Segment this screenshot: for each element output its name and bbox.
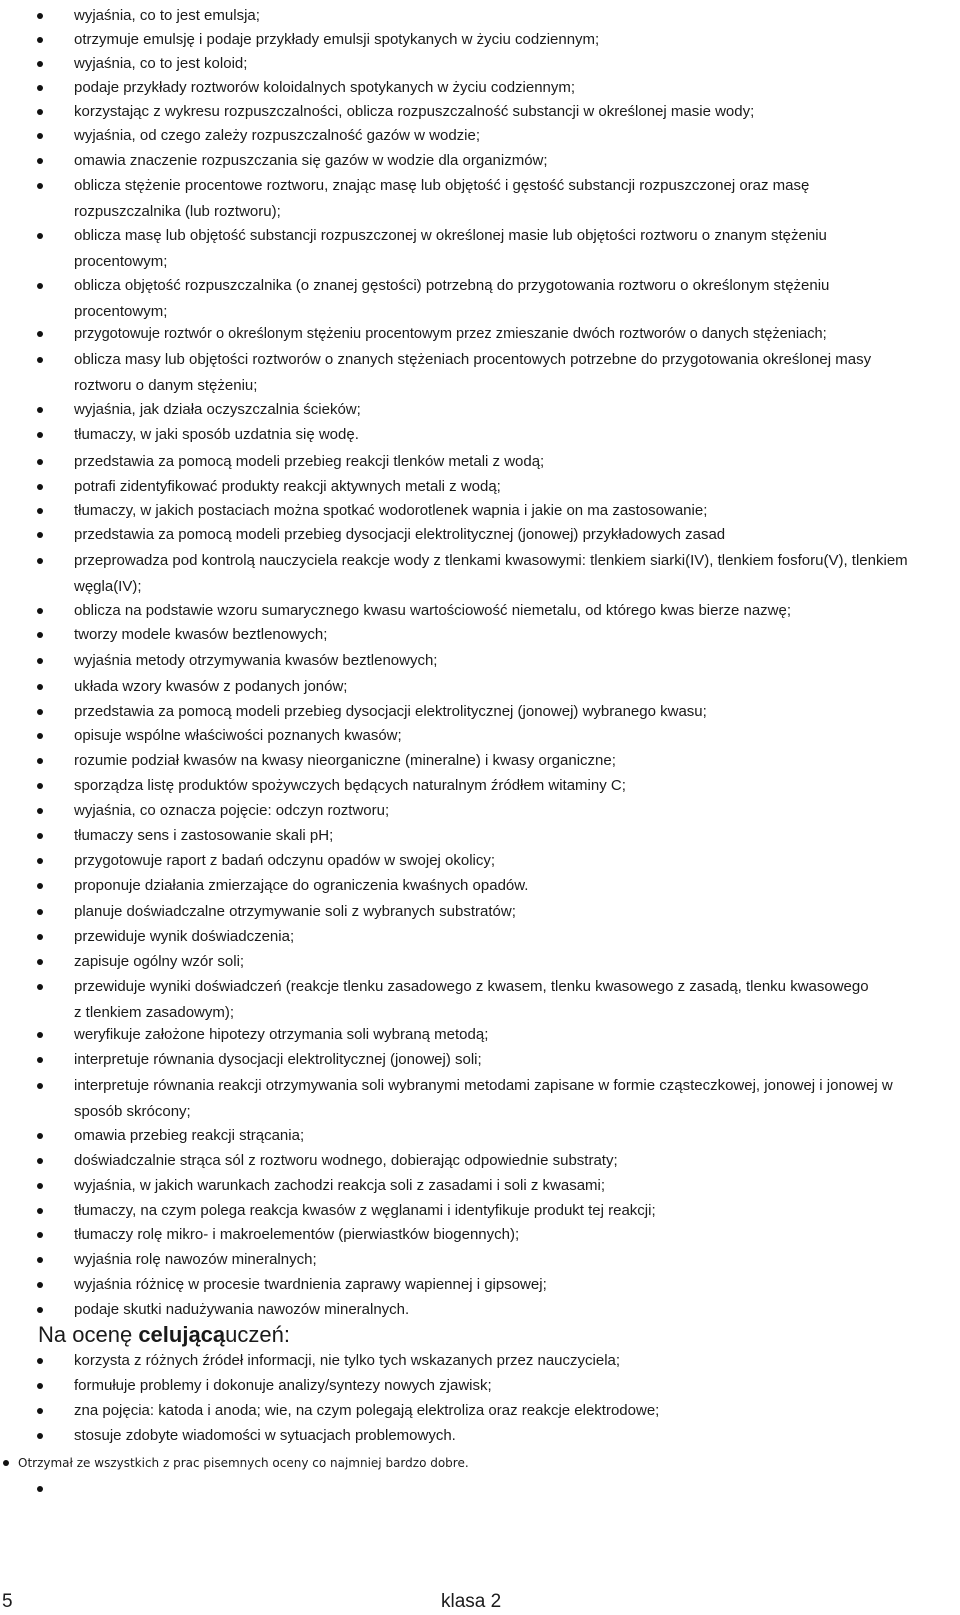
list-item-text: wyjaśnia różnicę w procesie twardnienia zaprawy wapiennej i gipsowej; bbox=[74, 1276, 547, 1293]
list-item-text: interpretuje równania dysocjacji elektrolitycznej (jonowej) soli; bbox=[74, 1051, 482, 1068]
bullet-icon bbox=[37, 133, 43, 139]
bullet-icon bbox=[37, 1257, 43, 1263]
list-item-text: tłumaczy, w jaki sposób uzdatnia się wodę. bbox=[74, 426, 359, 443]
list-item-text: otrzymuje emulsję i podaje przykłady emulsji spotykanych w życiu codziennym; bbox=[74, 31, 600, 48]
list-item-text: wyjaśnia, jak działa oczyszczalnia ścieków; bbox=[74, 401, 361, 418]
bullet-icon bbox=[37, 407, 43, 413]
bullet-icon bbox=[37, 959, 43, 965]
list-item-text: tłumaczy, w jakich postaciach można spotkać wodorotlenek wapnia i jakie on ma zastosowanie; bbox=[74, 502, 708, 519]
page-number: 5 bbox=[2, 1591, 13, 1612]
list-item-text: sporządza listę produktów spożywczych będących naturalnym źródłem witaminy C; bbox=[74, 777, 626, 794]
list-item-text: tłumaczy rolę mikro- i makroelementów (pierwiastków biogennych); bbox=[74, 1226, 520, 1243]
list-item-text: przygotowuje raport z badań odczynu opadów w swojej okolicy; bbox=[74, 852, 496, 869]
list-item-text: tłumaczy sens i zastosowanie skali pH; bbox=[74, 827, 334, 844]
list-item-text: przeprowadza pod kontrolą nauczyciela reakcje wody z tlenkami kwasowymi: tlenkiem siarki(IV), tlenkiem fosforu(V), tlenkiem węgla(IV); bbox=[74, 552, 908, 595]
list-item-text: wyjaśnia, co oznacza pojęcie: odczyn roztworu; bbox=[74, 802, 390, 819]
bullet-icon bbox=[37, 183, 43, 189]
list-item-text: weryfikuje założone hipotezy otrzymania soli wybraną metodą; bbox=[74, 1026, 489, 1043]
bullet-icon bbox=[37, 331, 43, 337]
heading-prefix: Na ocenę bbox=[38, 1322, 133, 1347]
bullet-icon bbox=[37, 934, 43, 940]
bullet-icon bbox=[37, 459, 43, 465]
list-item-text: omawia przebieg reakcji strącania; bbox=[74, 1127, 305, 1144]
list-item-text: formułuje problemy i dokonuje analizy/syntezy nowych zjawisk; bbox=[74, 1377, 492, 1394]
list-item-text: zna pojęcia: katoda i anoda; wie, na czym polegają elektroliza oraz reakcje elektrodowe; bbox=[74, 1402, 660, 1419]
list-item-text: oblicza na podstawie wzoru sumarycznego kwasu wartościowość niemetalu, od którego kwas bierze nazwę; bbox=[74, 602, 792, 619]
bullet-icon bbox=[37, 1208, 43, 1214]
bullet-icon bbox=[37, 1358, 43, 1364]
list-item-text: korzystając z wykresu rozpuszczalności, oblicza rozpuszczalność substancji w określonej masie wody; bbox=[74, 103, 755, 120]
bullet-icon bbox=[37, 808, 43, 814]
list-item-text: oblicza masy lub objętości roztworów o znanych stężeniach procentowych potrzebne do przygotowania określonej masy roztworu o danym stężeniu; bbox=[74, 351, 872, 394]
list-item-text: opisuje wspólne właściwości poznanych kwasów; bbox=[74, 727, 402, 744]
bullet-icon bbox=[37, 357, 43, 363]
bullet-icon bbox=[37, 833, 43, 839]
list-item-text: wyjaśnia rolę nawozów mineralnych; bbox=[74, 1251, 317, 1268]
list-item-text: przedstawia za pomocą modeli przebieg dysocjacji elektrolitycznej (jonowej) przykładowych zasad bbox=[74, 526, 726, 543]
bullet-icon bbox=[37, 1083, 43, 1089]
list-item-text: przewiduje wyniki doświadczeń (reakcje tlenku zasadowego z kwasem, tlenku kwasowego z zasadą, tlenku kwasowego z tlenkiem zasadowym); bbox=[74, 978, 869, 1021]
class-label: klasa 2 bbox=[441, 1591, 502, 1612]
bullet-icon bbox=[37, 1232, 43, 1238]
heading-suffix: uczeń: bbox=[225, 1322, 290, 1347]
list-item-text: rozumie podział kwasów na kwasy nieorganiczne (mineralne) i kwasy organiczne; bbox=[74, 752, 616, 769]
list-item-text: wyjaśnia metody otrzymywania kwasów beztlenowych; bbox=[74, 652, 438, 669]
bullet-icon bbox=[37, 1133, 43, 1139]
bullet-icon bbox=[37, 858, 43, 864]
empty-list-item bbox=[0, 1476, 960, 1502]
bullet-icon bbox=[37, 484, 43, 490]
list-item-text: przedstawia za pomocą modeli przebieg dysocjacji elektrolitycznej (jonowej) wybranego kwasu; bbox=[74, 703, 707, 720]
list-item-text: omawia znaczenie rozpuszczania się gazów w wodzie dla organizmów; bbox=[74, 152, 548, 169]
bullet-icon bbox=[37, 283, 43, 289]
bullet-icon bbox=[37, 37, 43, 43]
bullet-icon bbox=[37, 61, 43, 67]
list-item-text: tłumaczy, na czym polega reakcja kwasów z węglanami i identyfikuje produkt tej reakcji; bbox=[74, 1202, 656, 1219]
bullet-icon bbox=[37, 1433, 43, 1439]
list-item-text: przedstawia za pomocą modeli przebieg reakcji tlenków metali z wodą; bbox=[74, 453, 545, 470]
bullet-icon bbox=[37, 1032, 43, 1038]
list-item-text: zapisuje ogólny wzór soli; bbox=[74, 953, 245, 970]
bullet-icon bbox=[37, 709, 43, 715]
bullet-icon bbox=[37, 1183, 43, 1189]
bullet-icon bbox=[37, 684, 43, 690]
bullet-icon bbox=[37, 733, 43, 739]
list-item-text: tworzy modele kwasów beztlenowych; bbox=[74, 626, 328, 643]
bullet-icon bbox=[37, 984, 43, 990]
bullet-icon bbox=[37, 85, 43, 91]
bullet-icon bbox=[3, 1460, 9, 1466]
bullet-icon bbox=[37, 1158, 43, 1164]
list-item-text: wyjaśnia, od czego zależy rozpuszczalność gazów w wodzie; bbox=[74, 127, 481, 144]
bullet-icon bbox=[37, 532, 43, 538]
bullet-icon bbox=[37, 558, 43, 564]
bullet-icon bbox=[37, 1486, 43, 1492]
list-item-text: proponuje działania zmierzające do ograniczenia kwaśnych opadów. bbox=[74, 877, 529, 894]
bullet-icon bbox=[37, 1282, 43, 1288]
bullet-icon bbox=[37, 883, 43, 889]
list-item-text: korzysta z różnych źródeł informacji, nie tylko tych wskazanych przez nauczyciela; bbox=[74, 1352, 621, 1369]
list-item-text: wyjaśnia, co to jest koloid; bbox=[74, 55, 248, 72]
note-text: Otrzymał ze wszystkich z prac pisemnych oceny co najmniej bardzo dobre. bbox=[18, 1456, 469, 1470]
list-item-text: układa wzory kwasów z podanych jonów; bbox=[74, 678, 348, 695]
list-item-text: wyjaśnia, co to jest emulsja; bbox=[74, 7, 260, 24]
list-item-text: oblicza masę lub objętość substancji rozpuszczonej w określonej masie lub objętości roztworu o znanym stężeniu procentowym; bbox=[74, 227, 827, 270]
heading-grade: celującą bbox=[138, 1322, 226, 1347]
list-item-text: przygotowuje roztwór o określonym stężeniu procentowym przez zmieszanie dwóch roztworów o danych stężeniach; bbox=[74, 326, 827, 342]
bullet-icon bbox=[37, 508, 43, 514]
note-item bbox=[0, 1453, 960, 1473]
bullet-icon bbox=[37, 758, 43, 764]
bullet-icon bbox=[37, 1408, 43, 1414]
bullet-icon bbox=[37, 658, 43, 664]
bullet-icon bbox=[37, 432, 43, 438]
bullet-icon bbox=[37, 1383, 43, 1389]
bullet-icon bbox=[37, 909, 43, 915]
bullet-icon bbox=[37, 608, 43, 614]
list-item-text: potrafi zidentyfikować produkty reakcji aktywnych metali z wodą; bbox=[74, 478, 501, 495]
list-item-text: wyjaśnia, w jakich warunkach zachodzi reakcja soli z zasadami i soli z kwasami; bbox=[74, 1177, 606, 1194]
bullet-icon bbox=[37, 632, 43, 638]
section-heading-celujaca bbox=[38, 1320, 290, 1350]
list-item-text: interpretuje równania reakcji otrzymywania soli wybranymi metodami zapisane w formie cząsteczkowej, jonowej i jonowej w sposób skrócony; bbox=[74, 1077, 893, 1120]
bullet-icon bbox=[37, 109, 43, 115]
bullet-icon bbox=[37, 13, 43, 19]
bullet-icon bbox=[37, 783, 43, 789]
list-item-text: stosuje zdobyte wiadomości w sytuacjach problemowych. bbox=[74, 1427, 456, 1444]
bullet-icon bbox=[37, 233, 43, 239]
list-item-text: podaje przykłady roztworów koloidalnych spotykanych w życiu codziennym; bbox=[74, 79, 576, 96]
bullet-icon bbox=[37, 158, 43, 164]
list-item-text: oblicza stężenie procentowe roztworu, znając masę lub objętość i gęstość substancji rozpuszczonej oraz masę rozpuszczalnika (lub roztworu); bbox=[74, 177, 810, 220]
list-item-text: podaje skutki nadużywania nawozów mineralnych. bbox=[74, 1301, 410, 1318]
bullet-icon bbox=[37, 1057, 43, 1063]
list-item-text: planuje doświadczalne otrzymywanie soli z wybranych substratów; bbox=[74, 903, 516, 920]
bullet-icon bbox=[37, 1307, 43, 1313]
list-item-text: oblicza objętość rozpuszczalnika (o znanej gęstości) potrzebną do przygotowania roztworu o określonym stężeniu procentowym; bbox=[74, 277, 830, 320]
list-item-text: przewiduje wynik doświadczenia; bbox=[74, 928, 295, 945]
list-item-text: doświadczalnie strąca sól z roztworu wodnego, dobierając odpowiednie substraty; bbox=[74, 1152, 618, 1169]
